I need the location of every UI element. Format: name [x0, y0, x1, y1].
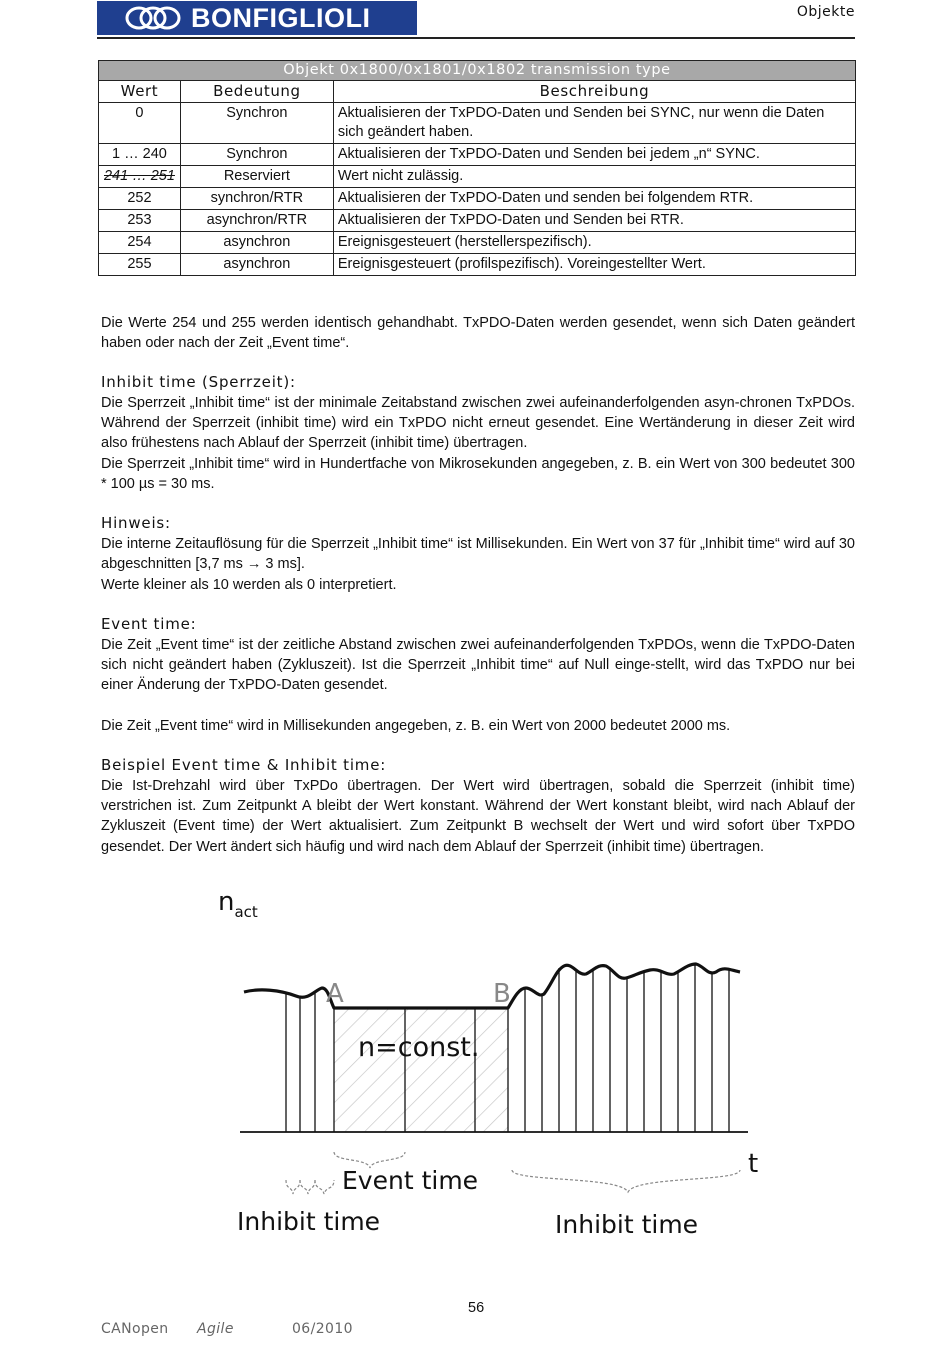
- cell-bedeutung: Synchron: [180, 144, 333, 166]
- cell-wert: 255: [99, 254, 181, 276]
- column-header-beschreibung: Beschreibung: [333, 81, 855, 103]
- cell-beschreibung: Wert nicht zulässig.: [333, 166, 855, 188]
- footer-date: 06/2010: [292, 1321, 353, 1337]
- brace-inhibit-left-2: [300, 1180, 315, 1194]
- cell-beschreibung: Aktualisieren der TxPDO-Daten und Senden bei jedem „n“ SYNC.: [333, 144, 855, 166]
- event-time-label: Event time: [342, 1166, 479, 1195]
- speed-curve: [244, 964, 740, 1008]
- cell-wert: 253: [99, 210, 181, 232]
- bonfiglioli-logo-icon: [125, 5, 181, 31]
- paragraph-hinweis-threshold: Werte kleiner als 10 werden als 0 interpretiert.: [101, 577, 397, 593]
- paragraph-event-time: Die Zeit „Event time“ ist der zeitliche Abstand zwischen zwei aufeinanderfolgenden TxPDOs, wenn die TxPDO-Daten sich nicht geändert haben (Zykluszeit). Ist die Sperrzeit „Inhibit time“ auf Null einge-stellt, wird das TxPDO nur bei einer Änderung der TxPDO-Daten gesendet.: [101, 637, 855, 694]
- cell-bedeutung: Synchron: [180, 103, 333, 144]
- cell-bedeutung: Reserviert: [180, 166, 333, 188]
- cell-beschreibung: Aktualisieren der TxPDO-Daten und Senden bei SYNC, nur wenn die Daten sich geändert haben.: [333, 103, 855, 144]
- y-axis-label: $n_{act}$: [218, 887, 258, 921]
- table-title: Objekt 0x1800/0x1801/0x1802 transmission type: [99, 61, 856, 81]
- constant-region-hatch: [334, 1008, 508, 1132]
- table-row: [99, 210, 856, 232]
- cell-beschreibung: Ereignisgesteuert (herstellerspezifisch).: [333, 232, 855, 254]
- heading-beispiel: Beispiel Event time & Inhibit time:: [101, 756, 387, 774]
- inhibit-time-right-label: Inhibit time: [555, 1210, 699, 1239]
- cell-wert: 254: [99, 232, 181, 254]
- point-a-label: A: [326, 979, 344, 1009]
- inhibit-time-left-label: Inhibit time: [237, 1207, 381, 1236]
- table-row: [99, 232, 856, 254]
- brace-inhibit-left-1: [286, 1180, 300, 1194]
- cell-bedeutung: asynchron: [180, 254, 333, 276]
- brand-logo: [97, 1, 417, 35]
- brace-inhibit-right: [512, 1170, 740, 1192]
- cell-bedeutung: synchron/RTR: [180, 188, 333, 210]
- brace-inhibit-left-3: [315, 1180, 334, 1194]
- cell-wert: [99, 166, 181, 188]
- paragraph-inhibit-unit: Die Sperrzeit „Inhibit time“ wird in Hundertfache von Mikrosekunden angegeben, z. B. ein Wert von 300 bedeutet 300 * 100 µs = 30 ms.: [101, 456, 855, 493]
- transmission-type-table: [98, 60, 856, 276]
- footer-device: Agile: [197, 1321, 234, 1337]
- column-header-wert: Wert: [99, 81, 181, 103]
- footer-product: CANopen: [101, 1321, 169, 1337]
- section-title: Objekte: [796, 4, 855, 20]
- cell-bedeutung: asynchron: [180, 232, 333, 254]
- paragraph-hinweis: Die interne Zeitauflösung für die Sperrzeit „Inhibit time“ ist Millisekunden. Ein Wert von 37 für „Inhibit time“ wird auf 30 abgeschnitten [3,7 ms → 3 ms].: [101, 536, 855, 573]
- table-row: [99, 254, 856, 276]
- constant-label: n=const.: [358, 1032, 480, 1063]
- table-row: [99, 103, 856, 144]
- paragraph-identical-handling: Die Werte 254 und 255 werden identisch gehandhabt. TxPDO-Daten werden gesendet, wenn sich Daten geändert haben oder nach der Zeit „Event time“.: [101, 315, 855, 352]
- table-row: [99, 144, 856, 166]
- heading-inhibit-time: Inhibit time (Sperrzeit):: [101, 373, 296, 391]
- table-row: [99, 166, 856, 188]
- cell-beschreibung: Aktualisieren der TxPDO-Daten und senden bei folgendem RTR.: [333, 188, 855, 210]
- page-number: 56: [468, 1300, 485, 1316]
- header-divider: [97, 37, 855, 39]
- cell-wert: 1 … 240: [99, 144, 181, 166]
- reserved-range: 241 … 251: [103, 168, 175, 184]
- paragraph-inhibit-time: Die Sperrzeit „Inhibit time“ ist der minimale Zeitabstand zwischen zwei aufeinanderfolgenden asyn-chronen TxPDOs. Während der Sperrzeit (inhibit time) wird ein TxPDO nicht erneut gesendet. Eine Wertänderung in dieser Zeit wird also frühestens nach Ablauf der Sperrzeit (inhibit time) übertragen.: [101, 395, 855, 452]
- paragraph-event-unit: Die Zeit „Event time“ wird in Millisekunden angegeben, z. B. ein Wert von 2000 bedeutet 2000 ms.: [101, 718, 731, 734]
- cell-wert: 252: [99, 188, 181, 210]
- cell-beschreibung: Aktualisieren der TxPDO-Daten und Senden bei RTR.: [333, 210, 855, 232]
- cell-beschreibung: Ereignisgesteuert (profilspezifisch). Voreingestellter Wert.: [333, 254, 855, 276]
- timing-diagram: [200, 880, 780, 1250]
- heading-hinweis: Hinweis:: [101, 514, 171, 532]
- column-header-bedeutung: Bedeutung: [180, 81, 333, 103]
- brand-name: BONFIGLIOLI: [191, 2, 371, 33]
- table-row: [99, 188, 856, 210]
- heading-event-time: Event time:: [101, 615, 197, 633]
- cell-bedeutung: asynchron/RTR: [180, 210, 333, 232]
- point-b-label: B: [493, 979, 511, 1009]
- paragraph-beispiel: Die Ist-Drehzahl wird über TxPDo übertragen. Der Wert wird übertragen, sobald die Sperrzeit (inhibit time) verstrichen ist. Zum Zeitpunkt A bleibt der Wert konstant. Während der Wert konstant bleibt, wird nach Ablauf der Zykluszeit (Event time) der Wert aktualisiert. Zum Zeitpunkt B wechselt der Wert und wird sofort über TxPDO gesendet. Der Wert ändert sich häufig und wird nach dem Ablauf der Sperrzeit (inhibit time) übertragen.: [101, 778, 855, 855]
- x-axis-label: t: [748, 1149, 759, 1179]
- cell-wert: 0: [99, 103, 181, 144]
